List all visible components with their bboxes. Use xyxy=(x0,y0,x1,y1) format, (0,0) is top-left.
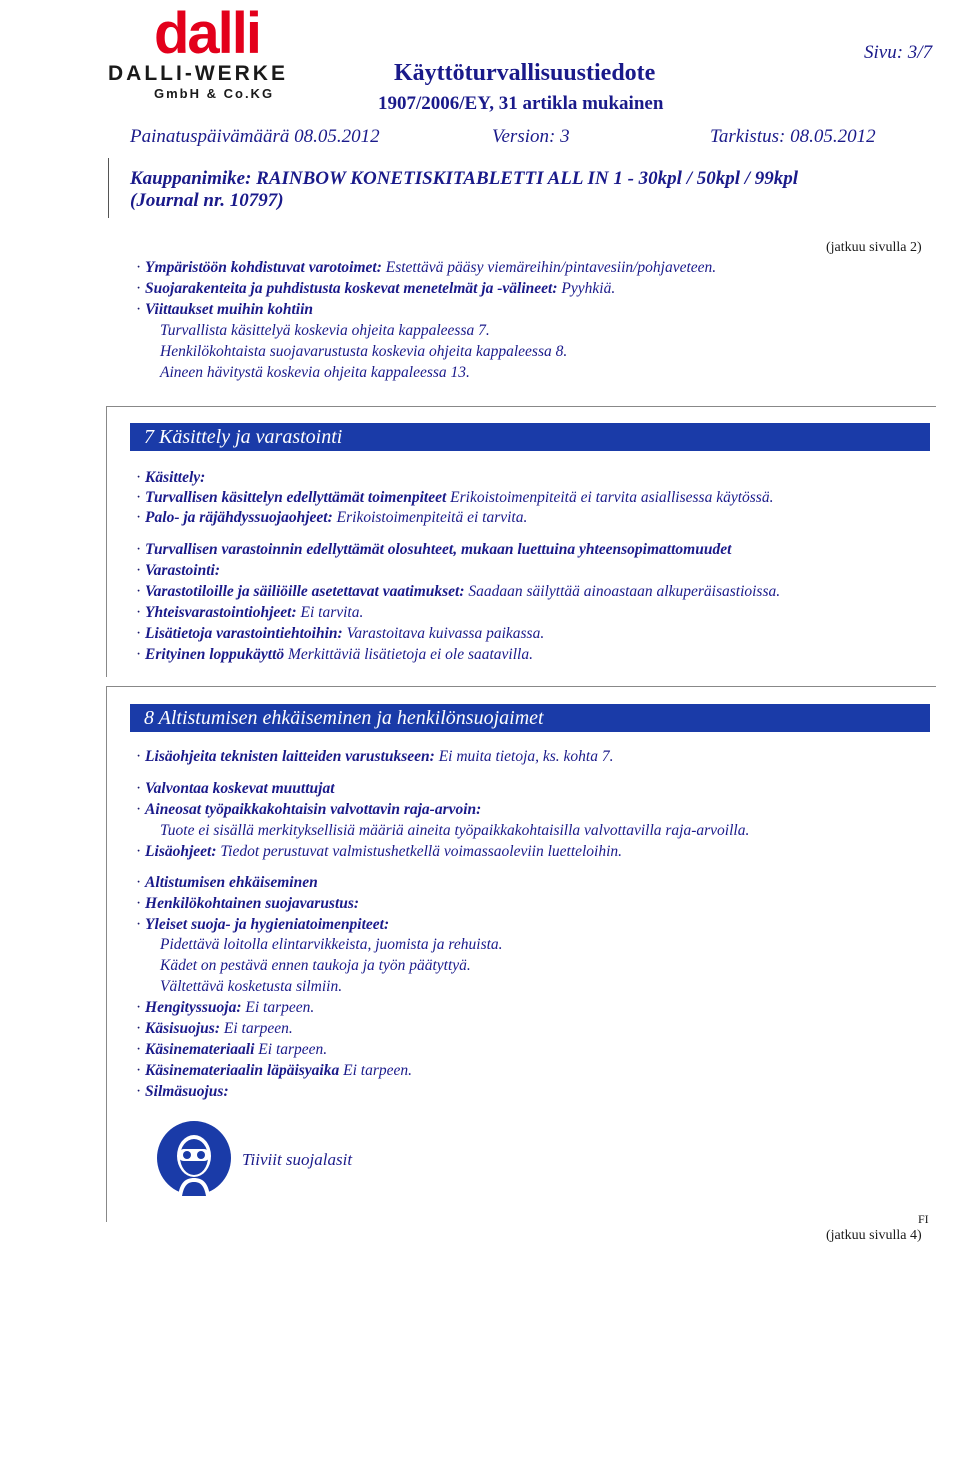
list-item: · Varastointi: xyxy=(136,562,220,579)
list-item: Tuote ei sisällä merkityksellisiä määriä aineita työpaikkakohtaisilla valvottavilla raja-arvoilla. xyxy=(160,822,750,839)
list-item: · Lisäohjeita teknisten laitteiden varustukseen: Ei muita tietoja, ks. kohta 7. xyxy=(136,748,614,765)
document-title: Käyttöturvallisuustiedote xyxy=(394,60,656,86)
list-item: Vältettävä kosketusta silmiin. xyxy=(160,978,343,995)
divider xyxy=(108,158,109,218)
company-logo xyxy=(108,1,318,104)
list-item: · Valvontaa koskevat muuttujat xyxy=(136,780,335,797)
list-item: · Varastotiloille ja säiliöille asetettavat vaatimukset: Saadaan säilyttää ainoastaan alkuperäisastioissa. xyxy=(136,583,781,600)
list-item: · Viittaukset muihin kohtiin xyxy=(136,301,314,318)
list-item: · Silmäsuojus: xyxy=(136,1083,229,1100)
list-item: · Aineosat työpaikkakohtaisin valvottavin raja-arvoin: xyxy=(136,801,482,818)
eye-protection-label: Tiiviit suojalasit xyxy=(242,1150,353,1169)
list-item: · Käsinemateriaalin läpäisyaika Ei tarpeen. xyxy=(136,1062,412,1079)
page-number: Sivu: 3/7 xyxy=(864,42,933,63)
document-subtitle: 1907/2006/EY, 31 artikla mukainen xyxy=(378,93,664,114)
list-item: Pidettävä loitolla elintarvikkeista, juomista ja rehuista. xyxy=(160,936,503,953)
list-item: · Yhteisvarastointiohjeet: Ei tarvita. xyxy=(136,604,364,621)
list-item: · Erityinen loppukäyttö Merkittäviä lisätietoja ei ole saatavilla. xyxy=(136,646,533,663)
list-item: · Yleiset suoja- ja hygieniatoimenpiteet: xyxy=(136,916,390,933)
list-item: · Käsinemateriaali Ei tarpeen. xyxy=(136,1041,328,1058)
revision-date: Tarkistus: 08.05.2012 xyxy=(710,126,876,147)
list-item: · Turvallisen käsittelyn edellyttämät toimenpiteet Erikoistoimenpiteitä ei tarvita asiallisessa käytössä. xyxy=(136,489,774,506)
continued-to: (jatkuu sivulla 4) xyxy=(826,1228,922,1243)
logo-brand: dalli xyxy=(154,1,261,66)
list-item: · Lisätietoja varastointiehtoihin: Varastoitava kuivassa paikassa. xyxy=(136,625,545,642)
language-code: FI xyxy=(918,1212,929,1226)
list-item: Aineen hävitystä koskevia ohjeita kappaleessa 13. xyxy=(160,364,470,381)
trade-name: Kauppanimike: RAINBOW KONETISKITABLETTI ALL IN 1 - 30kpl / 50kpl / 99kpl xyxy=(130,168,799,189)
logo-legal: GmbH & Co.KG xyxy=(154,86,275,101)
list-item: · Ympäristöön kohdistuvat varotoimet: Estettävä pääsy viemäreihin/pintavesiin/pohjaveteen. xyxy=(136,259,717,276)
list-item: · Käsisuojus: Ei tarpeen. xyxy=(136,1020,293,1037)
logo-company: DALLI-WERKE xyxy=(108,62,288,85)
list-item: · Palo- ja räjähdyssuojaohjeet: Erikoistoimenpiteitä ei tarvita. xyxy=(136,509,528,526)
list-item: · Lisäohjeet: Tiedot perustuvat valmistushetkellä voimassaoleviin luetteloihin. xyxy=(136,843,623,860)
version: Version: 3 xyxy=(492,126,570,147)
list-item: Kädet on pestävä ennen taukoja ja työn päätyttyä. xyxy=(160,957,471,974)
print-date: Painatuspäivämäärä 08.05.2012 xyxy=(130,126,380,147)
list-item: · Turvallisen varastoinnin edellyttämät olosuhteet, mukaan luettuina yhteensopimattomuudet xyxy=(136,541,732,558)
eye-protection-icon xyxy=(156,1120,232,1196)
list-item: · Hengityssuoja: Ei tarpeen. xyxy=(136,999,315,1016)
section-heading: 7 Käsittely ja varastointi xyxy=(130,423,930,451)
list-item: · Suojarakenteita ja puhdistusta koskevat menetelmät ja -välineet: Pyyhkiä. xyxy=(136,280,616,297)
list-item: Turvallista käsittelyä koskevia ohjeita kappaleessa 7. xyxy=(160,322,490,339)
continued-from: (jatkuu sivulla 2) xyxy=(826,240,922,255)
section-heading: 8 Altistumisen ehkäiseminen ja henkilönsuojaimet xyxy=(130,704,930,732)
list-item: Henkilökohtaista suojavarustusta koskevia ohjeita kappaleessa 8. xyxy=(160,343,568,360)
journal-number: (Journal nr. 10797) xyxy=(130,190,284,211)
list-item: · Henkilökohtainen suojavarustus: xyxy=(136,895,360,912)
list-item: · Altistumisen ehkäiseminen xyxy=(136,874,318,891)
list-item: · Käsittely: xyxy=(136,469,206,486)
